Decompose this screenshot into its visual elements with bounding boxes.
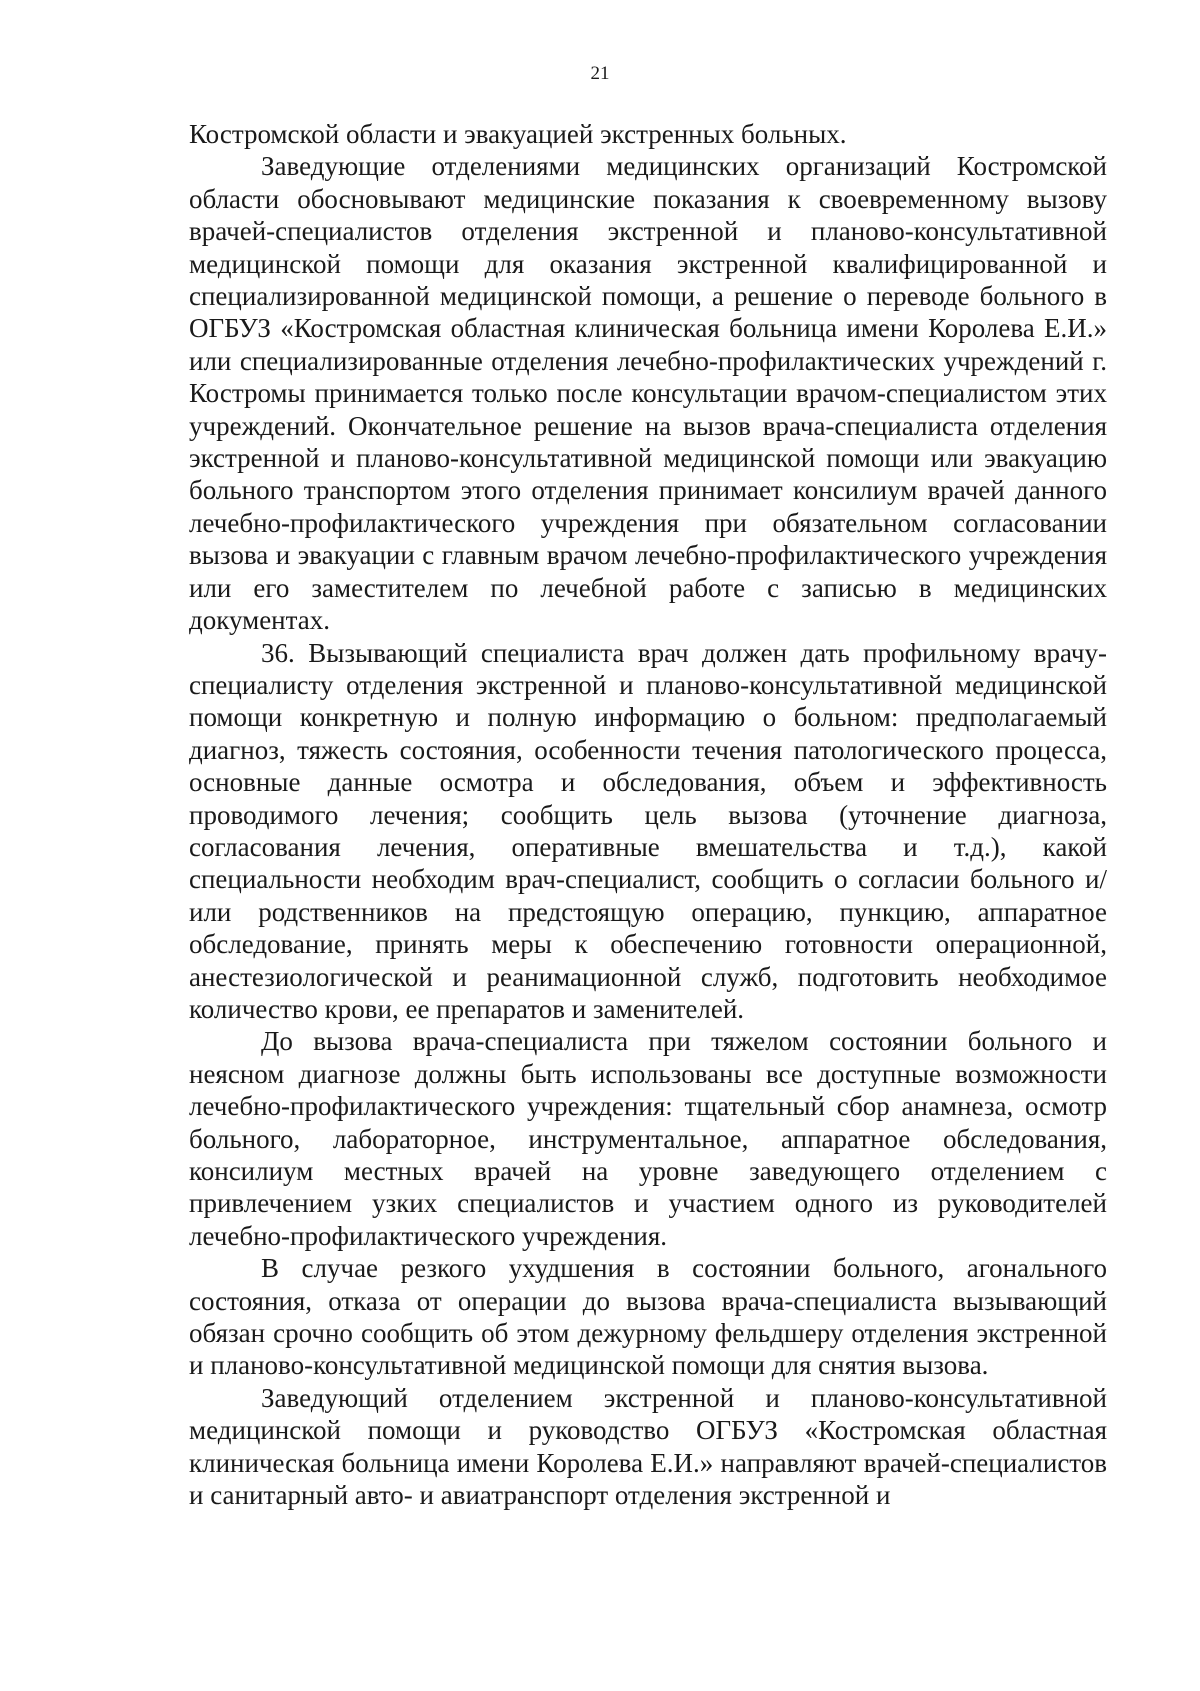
paragraph-deterioration: В случае резкого ухудшения в состоянии больного, агонального состояния, отказа от операции до вызова врача-специалиста вызывающий обязан срочно сообщить об этом дежурному фельдшеру отделения экстренной и планово-консультативной медицинской помощи для снятия вызова. [189, 1253, 1107, 1381]
paragraph-continuation: Костромской области и эвакуацией экстренных больных. [189, 119, 847, 149]
paragraph-item-36: 36. Вызывающий специалиста врач должен дать профильному врачу-специалисту отделения экстренной и планово-консультативной медицинской помощи конкретную и полную информацию о больном: предполагаемый диагноз, тяжесть состояния, особенности течения патологического процесса, основные данные осмотра и обследования, объем и эффективность проводимого лечения; сообщить цель вызова (уточнение диагноза, согласования лечения, оперативные вмешательства и т.д.), какой специальности необходим врач-специалист, сообщить о согласии больного и/или родственников на предстоящую операцию, пункцию, аппаратное обследование, принять меры к обеспечению готовности операционной, анестезиологической и реанимационной служб, подготовить необходимое количество крови, ее препаратов и заменителей. [189, 637, 1107, 1024]
paragraph-department-heads: Заведующие отделениями медицинских организаций Костромской области обосновывают медицинские показания к своевременному вызову врачей-специалистов отделения экстренной и планово-консультативной медицинской помощи для оказания экстренной квалифицированной и специализированной медицинской помощи, а решение о переводе больного в ОГБУЗ «Костромская областная клиническая больница имени Королева Е.И.» или специализированные отделения лечебно-профилактических учреждений г. Костромы принимается только после консультации врачом-специалистом этих учреждений. Окончательное решение на вызов врача-специалиста отделения экстренной и планово-консультативной медицинской помощи или эвакуацию больного транспортом этого отделения принимает консилиум врачей данного лечебно-профилактического учреждения при обязательном согласовании вызова и эвакуации с главным врачом лечебно-профилактического учреждения или его заместителем по лечебной работе с записью в медицинских документах. [189, 151, 1107, 636]
page-number: 21 [590, 63, 610, 84]
paragraph-head-of-department: Заведующий отделением экстренной и планово-консультативной медицинской помощи и руководство ОГБУЗ «Костромская областная клиническая больница имени Королева Е.И.» направляют врачей-специалистов и санитарный авто- и авиатранспорт отделения экстренной и [189, 1382, 1107, 1511]
paragraph-before-call: До вызова врача-специалиста при тяжелом состоянии больного и неясном диагнозе должны быть использованы все доступные возможности лечебно-профилактического учреждения: тщательный сбор анамнеза, осмотр больного, лабораторное, инструментальное, аппаратное обследования, консилиум местных врачей на уровне заведующего отделением с привлечением узких специалистов и участием одного из руководителей лечебно-профилактического учреждения. [189, 1026, 1107, 1251]
document-body [189, 118, 1107, 1511]
